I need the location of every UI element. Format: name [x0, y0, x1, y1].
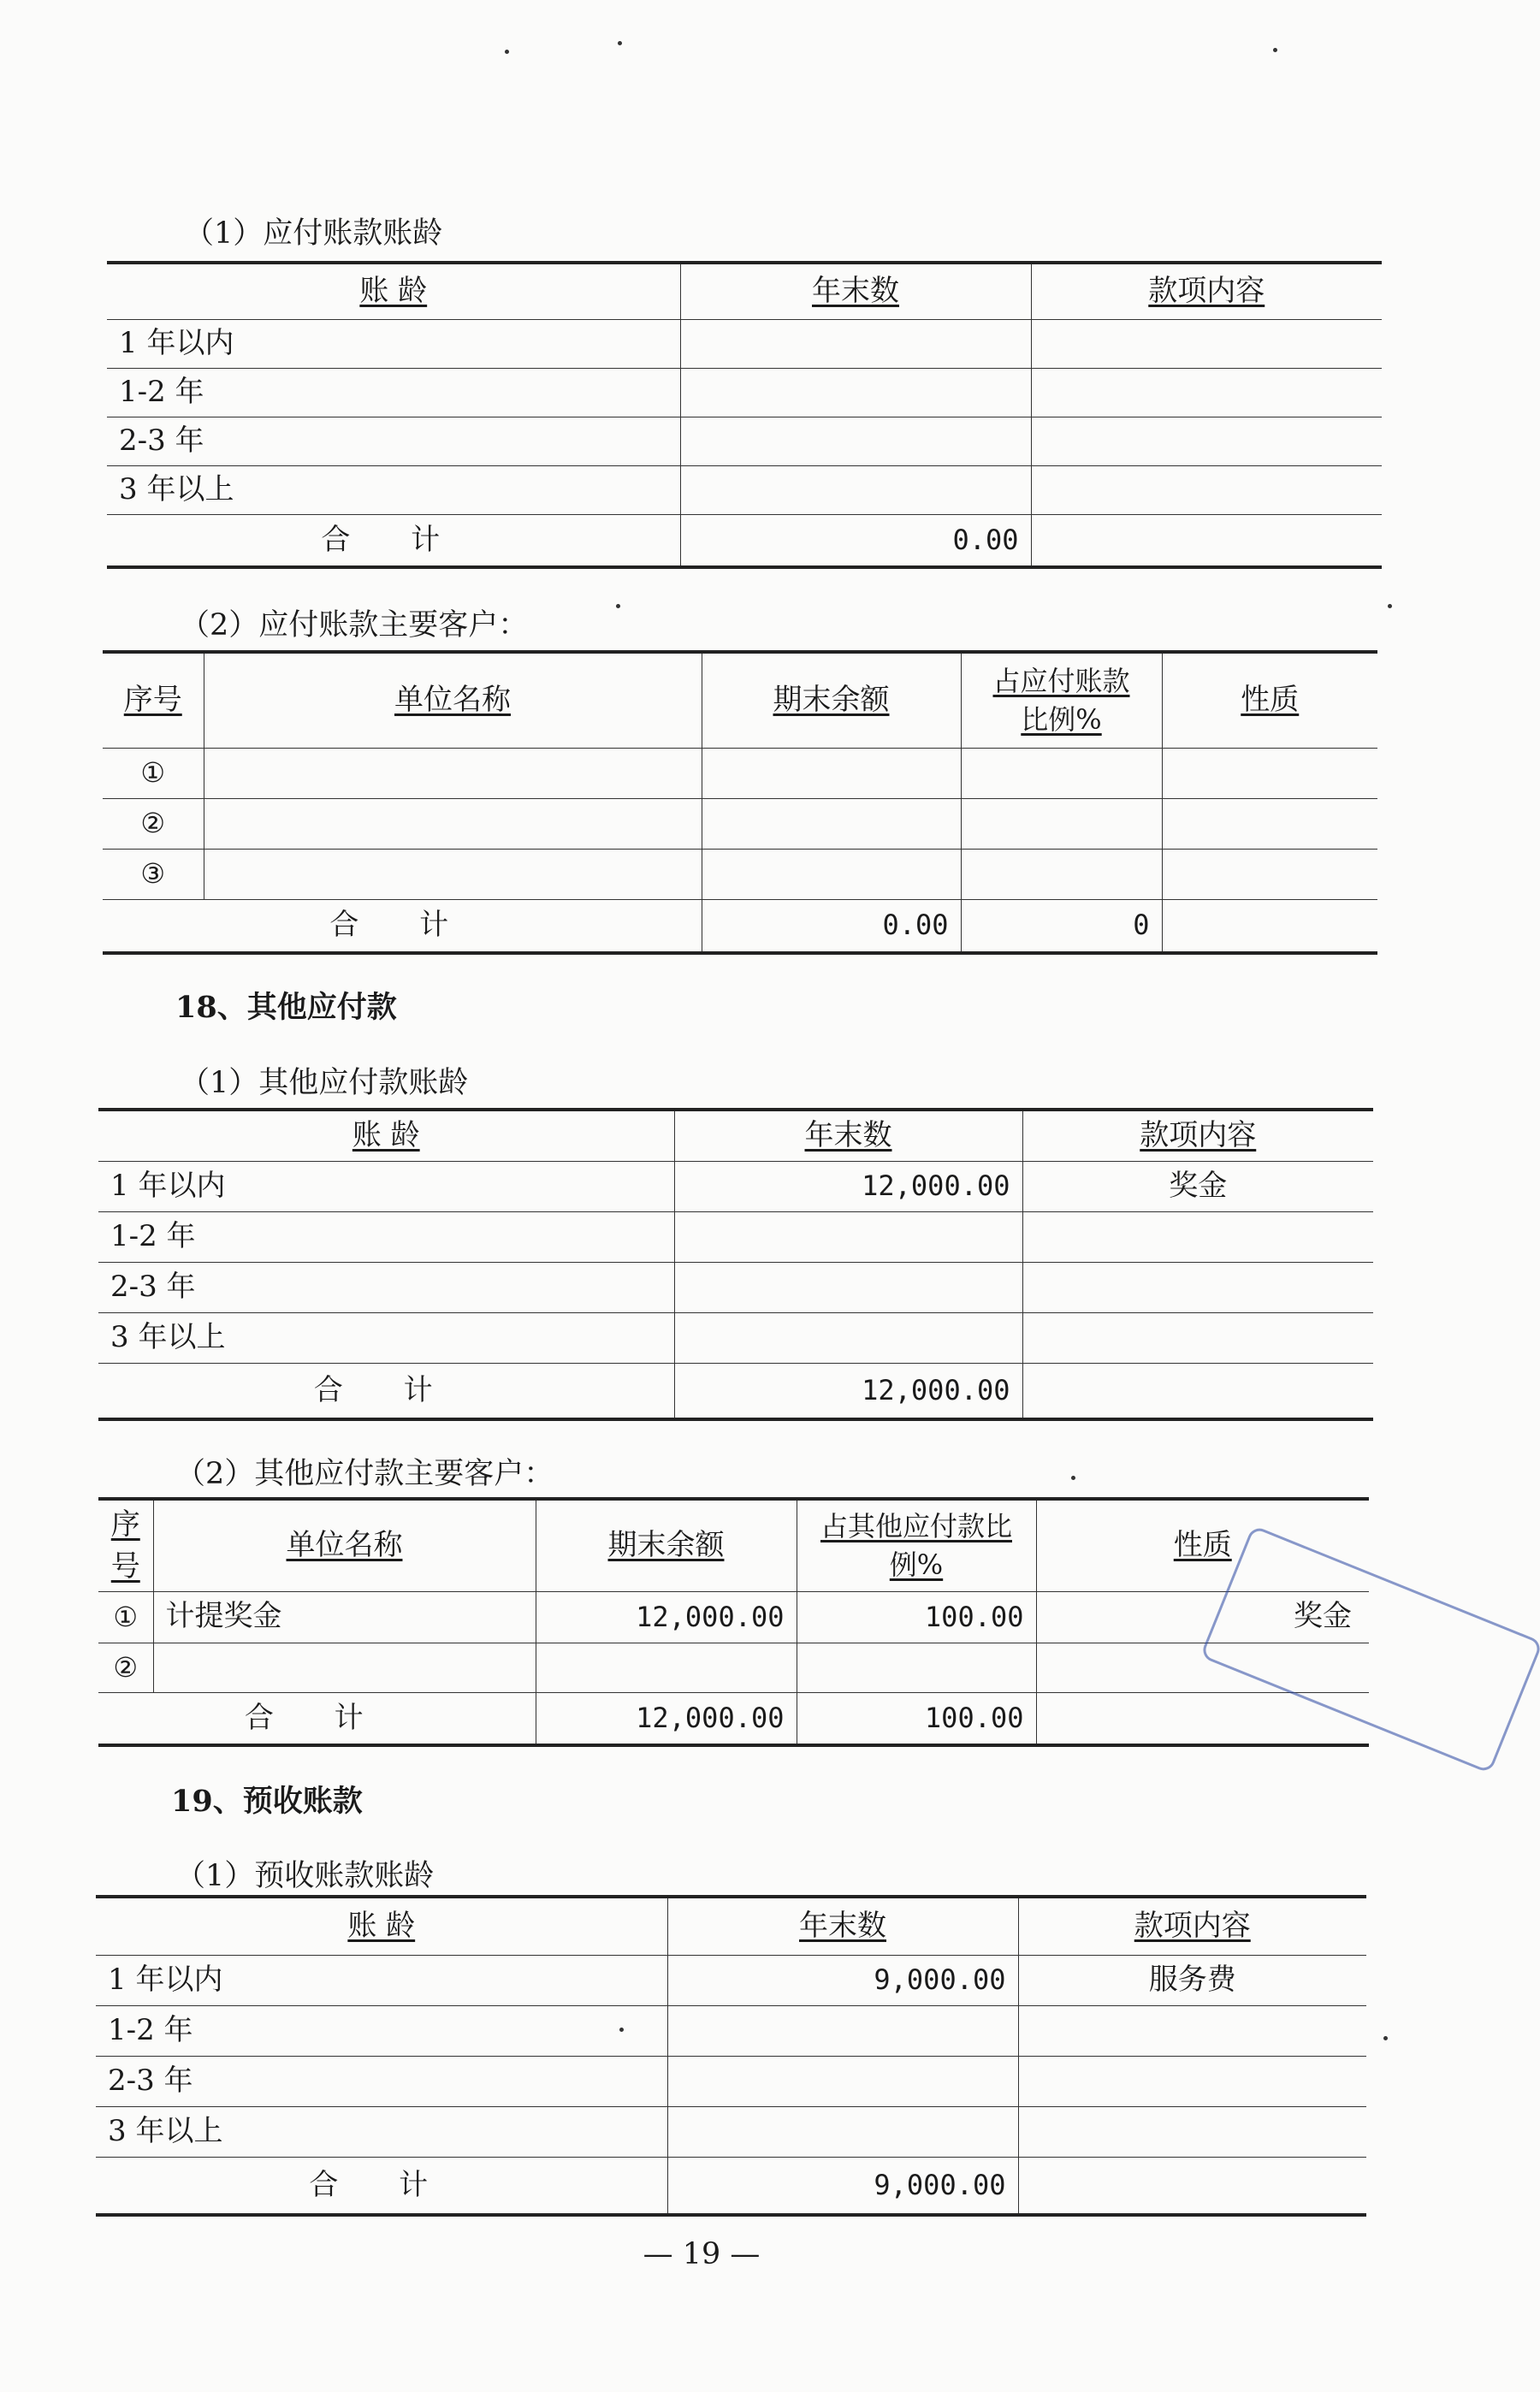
- total-row: [98, 1692, 1369, 1745]
- col-header-ratio-line1: 占应付账款: [992, 664, 1130, 697]
- content-cell: [1031, 368, 1382, 417]
- col-header-amount: 年末数: [812, 274, 899, 309]
- age-label: 1 年以内: [107, 319, 680, 368]
- amount-cell: [680, 368, 1031, 417]
- content-cell: [1022, 1312, 1373, 1363]
- amount-cell: [680, 465, 1031, 514]
- content-cell: [1018, 2056, 1366, 2106]
- col-header-age: 账 龄: [359, 274, 428, 309]
- advance-receipts-aging-table: [96, 1895, 1366, 2217]
- total-label: 合 计: [107, 514, 680, 567]
- page-number: — 19 —: [643, 2237, 761, 2271]
- table-row: [103, 798, 1377, 849]
- ap-customer-table: [103, 650, 1377, 955]
- col-header-age: 账 龄: [352, 1118, 420, 1153]
- total-label: 合 计: [98, 1692, 536, 1745]
- balance-cell: 12,000.00: [536, 1591, 797, 1643]
- ap-aging-table: [107, 261, 1382, 569]
- table-row: [98, 1591, 1369, 1643]
- content-cell: [1022, 1211, 1373, 1262]
- scan-speck: [616, 604, 620, 608]
- table-row: [103, 849, 1377, 899]
- age-label: 1 年以内: [96, 1955, 667, 2005]
- amount-cell: [680, 319, 1031, 368]
- col-header-nature: 性质: [1241, 683, 1300, 718]
- row-number: ②: [103, 798, 204, 849]
- total-amount: 12,000.00: [674, 1363, 1022, 1419]
- nature-cell: [1162, 798, 1377, 849]
- col-header-nature: 性质: [1173, 1528, 1232, 1563]
- amount-cell: [674, 1312, 1022, 1363]
- table-row: [98, 1312, 1373, 1363]
- total-ratio: 0: [961, 899, 1162, 953]
- name-cell: [204, 798, 702, 849]
- section-19-heading: 19、预收账款: [171, 1784, 363, 1819]
- col-header-name: 单位名称: [394, 683, 511, 718]
- total-content: [1022, 1363, 1373, 1419]
- total-amount: 0.00: [680, 514, 1031, 567]
- balance-cell: [702, 748, 961, 798]
- other-ap-aging-title: （1）其他应付款账龄: [180, 1066, 469, 1100]
- table-row: [98, 1643, 1369, 1692]
- table-row: [98, 1161, 1373, 1211]
- ratio-cell: [961, 849, 1162, 899]
- ratio-cell: [797, 1643, 1036, 1692]
- name-cell: [204, 849, 702, 899]
- content-cell: [1022, 1262, 1373, 1312]
- col-header-ratio-line1: 占其他应付款比: [820, 1509, 1012, 1542]
- col-header-no-line2: 号: [110, 1548, 140, 1584]
- total-row: [107, 514, 1382, 567]
- nature-cell: [1162, 849, 1377, 899]
- content-cell: [1031, 465, 1382, 514]
- nature-cell: 奖金: [1036, 1591, 1369, 1643]
- content-cell: 奖金: [1022, 1161, 1373, 1211]
- balance-cell: [702, 849, 961, 899]
- col-header-ratio-line2: 例%: [889, 1548, 944, 1581]
- age-label: 3 年以上: [98, 1312, 674, 1363]
- total-balance: 12,000.00: [536, 1692, 797, 1745]
- table-row: [107, 368, 1382, 417]
- age-label: 2-3 年: [98, 1262, 674, 1312]
- col-header-age: 账 龄: [347, 1909, 416, 1944]
- nature-cell: [1162, 748, 1377, 798]
- col-header-content: 款项内容: [1140, 1118, 1257, 1153]
- content-cell: [1031, 319, 1382, 368]
- amount-cell: [667, 2005, 1018, 2056]
- amount-cell: [667, 2056, 1018, 2106]
- age-label: 3 年以上: [96, 2106, 667, 2157]
- col-header-name: 单位名称: [286, 1528, 403, 1563]
- col-header-balance: 期末余额: [607, 1528, 725, 1563]
- name-cell: [153, 1643, 536, 1692]
- row-number: ①: [103, 748, 204, 798]
- content-cell: [1018, 2106, 1366, 2157]
- scan-speck: [618, 41, 622, 45]
- advance-receipts-aging-title: （1）预收账款账龄: [175, 1859, 435, 1893]
- scan-speck: [1383, 2036, 1388, 2040]
- age-label: 1-2 年: [107, 368, 680, 417]
- total-label: 合 计: [98, 1363, 674, 1419]
- total-row: [96, 2157, 1366, 2215]
- content-cell: [1018, 2005, 1366, 2056]
- total-row: [98, 1363, 1373, 1419]
- scan-speck: [1071, 1476, 1075, 1480]
- age-label: 1 年以内: [98, 1161, 674, 1211]
- age-label: 3 年以上: [107, 465, 680, 514]
- other-ap-customer-table: [98, 1497, 1369, 1747]
- name-cell: 计提奖金: [153, 1591, 536, 1643]
- col-header-no: 序号: [123, 683, 182, 718]
- age-label: 1-2 年: [96, 2005, 667, 2056]
- scan-speck: [1273, 48, 1277, 52]
- age-label: 2-3 年: [96, 2056, 667, 2106]
- other-ap-customer-title: （2）其他应付款主要客户：: [175, 1457, 554, 1491]
- col-header-amount: 年末数: [799, 1909, 886, 1944]
- table-row: [107, 319, 1382, 368]
- col-header-content: 款项内容: [1134, 1909, 1251, 1944]
- name-cell: [204, 748, 702, 798]
- total-row: [103, 899, 1377, 953]
- ratio-cell: [961, 798, 1162, 849]
- row-number: ①: [98, 1591, 153, 1643]
- col-header-balance: 期末余额: [773, 683, 890, 718]
- content-cell: 服务费: [1018, 1955, 1366, 2005]
- col-header-ratio-line2: 比例%: [1021, 702, 1102, 736]
- table-row: [96, 2106, 1366, 2157]
- total-amount: 9,000.00: [667, 2157, 1018, 2215]
- content-cell: [1031, 417, 1382, 465]
- table-row: [98, 1211, 1373, 1262]
- col-header-content: 款项内容: [1148, 274, 1265, 309]
- other-ap-aging-table: [98, 1108, 1373, 1421]
- total-content: [1031, 514, 1382, 567]
- table-row: [96, 1955, 1366, 2005]
- total-ratio: 100.00: [797, 1692, 1036, 1745]
- total-content: [1018, 2157, 1366, 2215]
- scan-speck: [1388, 604, 1392, 608]
- section-18-heading: 18、其他应付款: [175, 990, 397, 1025]
- row-number: ③: [103, 849, 204, 899]
- table-row: [98, 1262, 1373, 1312]
- table-row: [96, 2005, 1366, 2056]
- ratio-cell: [961, 748, 1162, 798]
- age-label: 2-3 年: [107, 417, 680, 465]
- amount-cell: [680, 417, 1031, 465]
- col-header-amount: 年末数: [804, 1118, 892, 1153]
- balance-cell: [702, 798, 961, 849]
- amount-cell: [674, 1262, 1022, 1312]
- balance-cell: [536, 1643, 797, 1692]
- total-label: 合 计: [103, 899, 702, 953]
- table-row: [107, 417, 1382, 465]
- scan-speck: [505, 50, 509, 54]
- table-row: [107, 465, 1382, 514]
- amount-cell: 9,000.00: [667, 1955, 1018, 2005]
- ap-customer-title: （2）应付账款主要客户：: [180, 608, 529, 642]
- row-number: ②: [98, 1643, 153, 1692]
- ap-aging-title: （1）应付账款账龄: [184, 216, 443, 251]
- amount-cell: [674, 1211, 1022, 1262]
- total-nature: [1162, 899, 1377, 953]
- amount-cell: [667, 2106, 1018, 2157]
- amount-cell: 12,000.00: [674, 1161, 1022, 1211]
- ratio-cell: 100.00: [797, 1591, 1036, 1643]
- total-balance: 0.00: [702, 899, 961, 953]
- table-row: [96, 2056, 1366, 2106]
- col-header-no-line1: 序: [110, 1507, 140, 1542]
- total-label: 合 计: [96, 2157, 667, 2215]
- table-row: [103, 748, 1377, 798]
- scan-speck: [619, 2028, 624, 2032]
- age-label: 1-2 年: [98, 1211, 674, 1262]
